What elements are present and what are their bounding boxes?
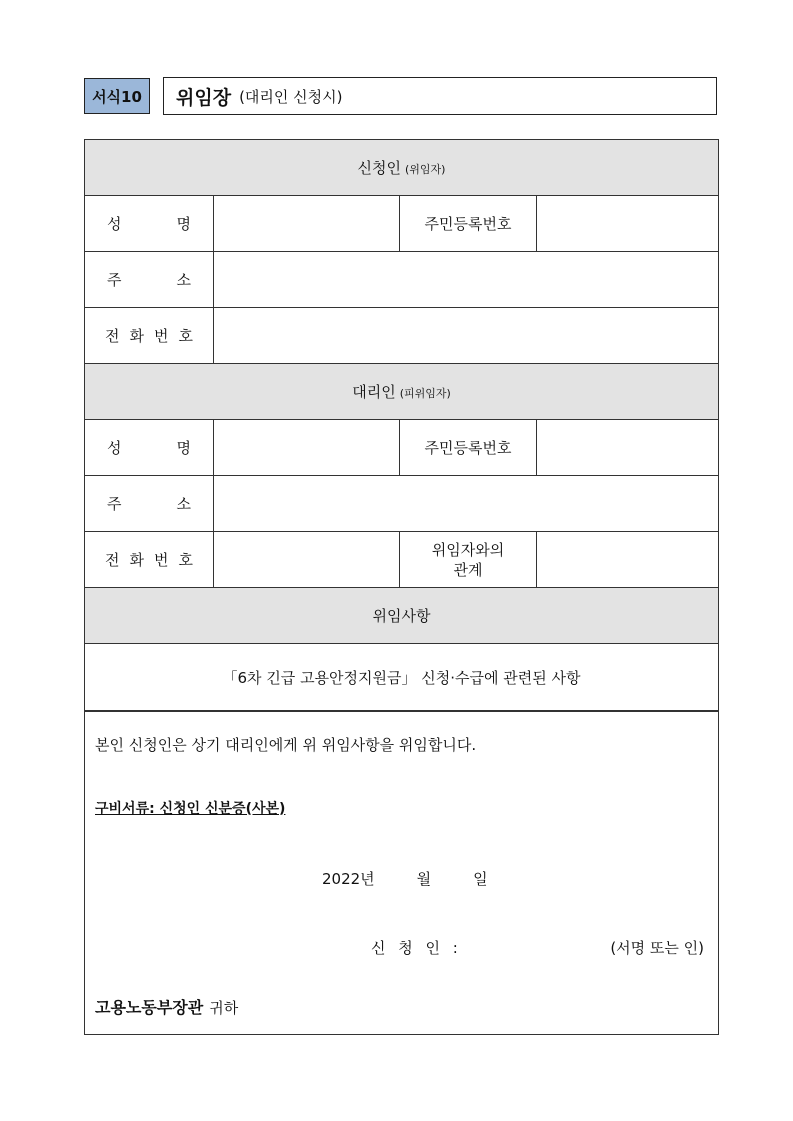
applicant-address-row xyxy=(85,252,719,308)
declaration-cell xyxy=(85,711,719,1035)
delegation-section-header xyxy=(85,588,719,644)
agent-relation-label: 위임자와의 관계 xyxy=(400,532,537,588)
delegation-content-row xyxy=(85,644,719,712)
power-of-attorney-form xyxy=(84,139,719,1035)
delegation-content: 「6차 긴급 고용안정지원금」 신청·수급에 관련된 사항 xyxy=(85,644,719,712)
applicant-id-field[interactable] xyxy=(537,196,719,252)
applicant-section-title: 신청인 xyxy=(357,159,402,177)
applicant-name-label: 성 명 xyxy=(85,196,214,252)
date-day[interactable]: 일 xyxy=(473,870,488,888)
applicant-address-label: 주 소 xyxy=(85,252,214,308)
applicant-section-header xyxy=(85,140,719,196)
page-title: 위임장 xyxy=(176,86,232,109)
agent-phone-field[interactable] xyxy=(214,532,400,588)
applicant-name-row xyxy=(85,196,719,252)
agent-section-sub: (피위임자) xyxy=(399,387,451,400)
required-documents: 구비서류: 신청인 신분증(사본) xyxy=(95,801,286,817)
agent-section-header xyxy=(85,364,719,420)
agent-address-row xyxy=(85,476,719,532)
agent-name-label: 성 명 xyxy=(85,420,214,476)
agent-id-field[interactable] xyxy=(537,420,719,476)
form-number-badge: 서식10 xyxy=(84,78,150,114)
applicant-name-field[interactable] xyxy=(214,196,400,252)
applicant-id-label: 주민등록번호 xyxy=(400,196,537,252)
date-year[interactable]: 2022년 xyxy=(322,870,375,888)
signature-field[interactable]: (서명 또는 인) xyxy=(610,939,705,957)
addressee-name: 고용노동부장관 xyxy=(95,998,204,1017)
declaration-statement: 본인 신청인은 상기 대리인에게 위 위임사항을 위임합니다. xyxy=(95,736,477,754)
applicant-section-sub: (위임자) xyxy=(405,163,446,176)
addressee-suffix: 귀하 xyxy=(209,999,239,1017)
agent-phone-label: 전 화 번 호 xyxy=(85,532,214,588)
agent-address-label: 주 소 xyxy=(85,476,214,532)
declaration-row xyxy=(85,711,719,1035)
agent-address-field[interactable] xyxy=(214,476,719,532)
date-month[interactable]: 월 xyxy=(416,870,432,888)
signer-label: 신 청 인 : xyxy=(371,939,462,957)
applicant-phone-label: 전 화 번 호 xyxy=(85,308,214,364)
applicant-phone-field[interactable] xyxy=(214,308,719,364)
agent-relation-field[interactable] xyxy=(537,532,719,588)
applicant-phone-row xyxy=(85,308,719,364)
agent-id-label: 주민등록번호 xyxy=(400,420,537,476)
title-box xyxy=(163,77,717,115)
addressee xyxy=(95,995,238,1018)
agent-section-title: 대리인 xyxy=(352,383,396,401)
agent-phone-row xyxy=(85,532,719,588)
agent-name-row xyxy=(85,420,719,476)
delegation-section-title: 위임사항 xyxy=(85,588,719,644)
date-line xyxy=(322,868,488,889)
page-subtitle: (대리인 신청시) xyxy=(239,87,343,106)
agent-name-field[interactable] xyxy=(214,420,400,476)
applicant-address-field[interactable] xyxy=(214,252,719,308)
